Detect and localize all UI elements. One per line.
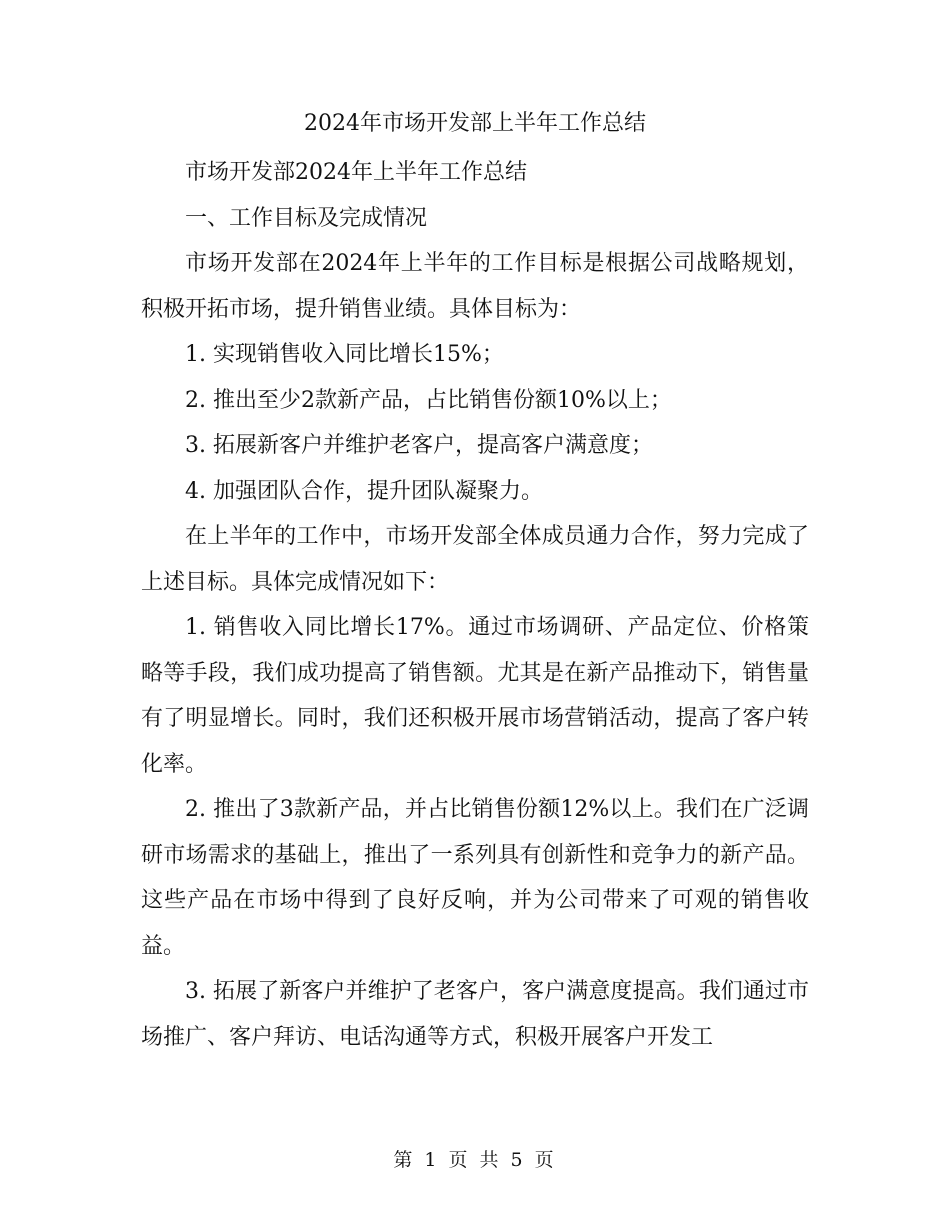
paragraph-goal-2: 2. 推出至少2款新产品，占比销售份额10%以上； <box>185 387 672 413</box>
document-body <box>141 150 809 1060</box>
paragraph-goal-4: 4. 加强团队合作，提升团队凝聚力。 <box>185 478 543 504</box>
paragraph-result-3: 3. 拓展了新客户并维护了老客户，客户满意度提高。我们通过市场推广、客户拜访、电话沟通等方式，积极开展客户开发工 <box>141 979 809 1050</box>
paragraph-goal-3: 3. 拓展新客户并维护老客户，提高客户满意度； <box>185 433 653 458</box>
paragraph-goal-1: 1. 实现销售收入同比增长15%； <box>185 342 504 367</box>
paragraph-completion-intro: 在上半年的工作中，市场开发部全体成员通力合作，努力完成了上述目标。具体完成情况如下： <box>141 524 809 595</box>
paragraph-section-heading: 一、工作目标及完成情况 <box>185 205 428 231</box>
document-title: 2024年市场开发部上半年工作总结 <box>304 111 646 136</box>
page-footer: 第 1 页 共 5 页 <box>393 1149 557 1171</box>
paragraph-goals-intro: 市场开发部在2024年上半年的工作目标是根据公司战略规划，积极开拓市场，提升销售业绩。具体目标为： <box>141 251 809 322</box>
paragraph-subtitle: 市场开发部2024年上半年工作总结 <box>185 160 527 185</box>
paragraph-result-1: 1. 销售收入同比增长17%。通过市场调研、产品定位、价格策略等手段，我们成功提高了销售额。尤其是在新产品推动下，销售量有了明显增长。同时，我们还积极开展市场营销活动，提高了客户转化率。 <box>141 615 809 777</box>
paragraph-result-2: 2. 推出了3款新产品，并占比销售份额12%以上。我们在广泛调研市场需求的基础上，推出了一系列具有创新性和竞争力的新产品。这些产品在市场中得到了良好反响，并为公司带来了可观的销售收益。 <box>141 797 809 959</box>
